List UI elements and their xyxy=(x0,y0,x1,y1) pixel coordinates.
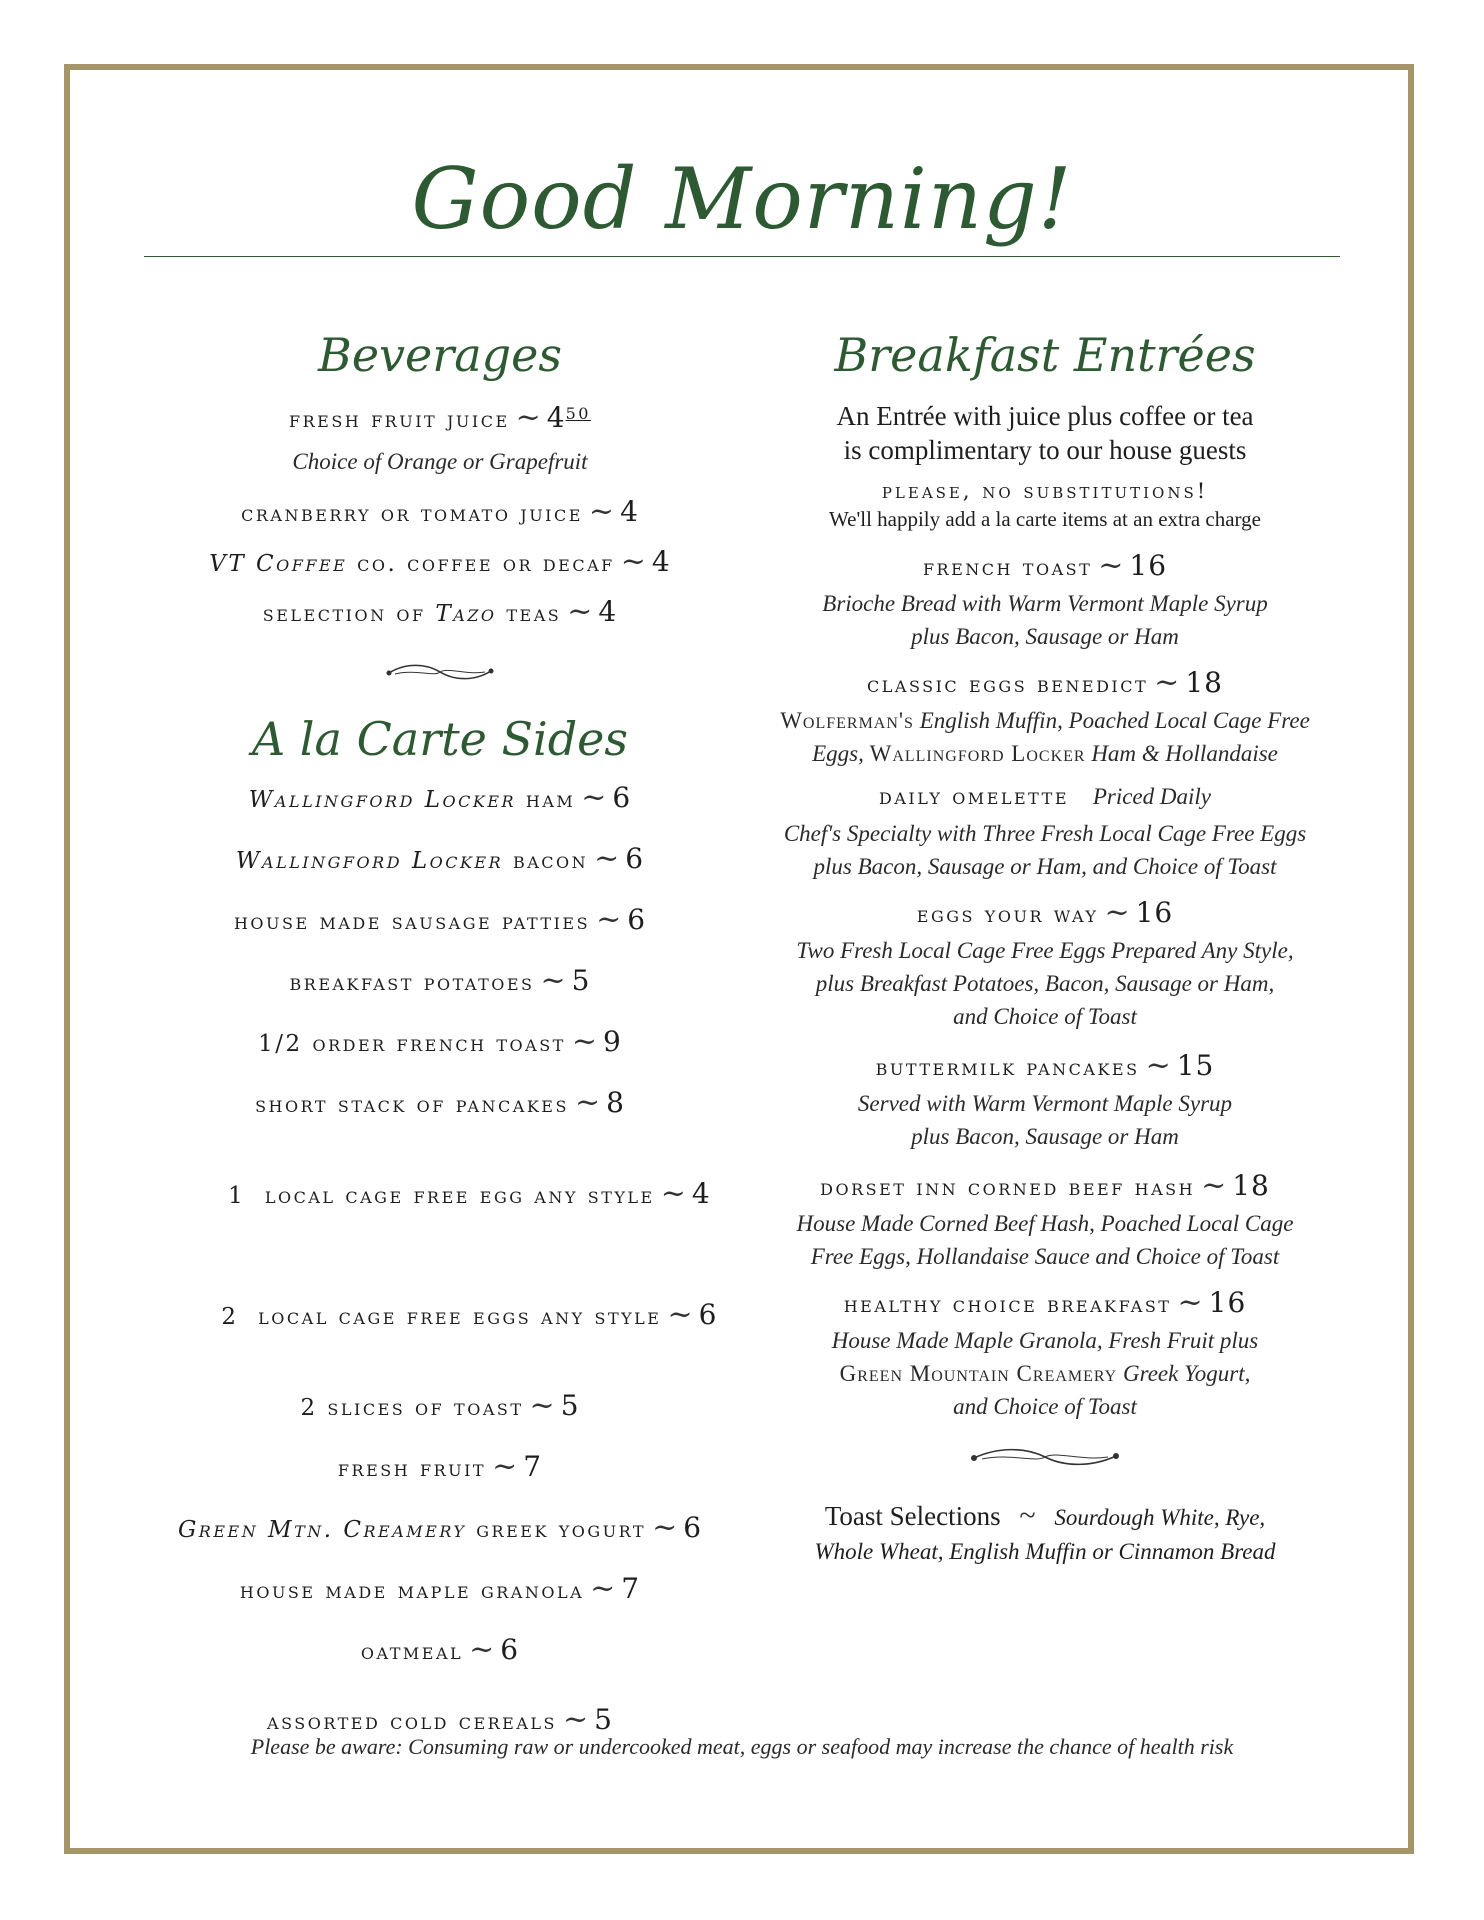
item-price: 4 xyxy=(651,545,671,578)
item-name: house made maple granola xyxy=(239,1578,585,1604)
tilde-separator: ~ xyxy=(581,780,607,815)
sides-list xyxy=(120,780,760,1737)
item-price: 6 xyxy=(500,1633,520,1666)
item-name: healthy choice breakfast xyxy=(843,1292,1172,1318)
item-name: dorset inn corned beef hash xyxy=(820,1175,1196,1201)
tilde-separator: ~ xyxy=(529,1388,555,1423)
item-price: 6 xyxy=(683,1511,703,1544)
toast-selections-cont xyxy=(760,1534,1330,1568)
tilde-separator: ~ xyxy=(1154,665,1180,700)
item-price: 5 xyxy=(594,1703,613,1736)
item-brand: Tazo xyxy=(435,601,497,627)
item-description: Chef's Specialty with Three Fresh Local Cage Free Eggs xyxy=(783,821,1307,846)
item-description: Two Fresh Local Cage Free Eggs Prepared Any Style, xyxy=(796,938,1294,963)
menu-item xyxy=(120,1270,760,1362)
item-name: ham xyxy=(525,787,576,813)
tilde-separator: ~ xyxy=(660,1176,686,1211)
description-text: Greek Yogurt, xyxy=(1123,1361,1251,1386)
menu-item xyxy=(120,1702,760,1737)
tilde-separator: ~ xyxy=(588,494,615,529)
item-price: 4 xyxy=(546,401,566,434)
tilde-separator: ~ xyxy=(1104,895,1130,930)
intro-line: is complimentary to our house guests xyxy=(843,435,1247,465)
page-title: Good Morning! xyxy=(411,150,1073,248)
tilde-separator: ~ xyxy=(620,544,646,579)
menu-item xyxy=(120,963,760,998)
item-description: Free Eggs, Hollandaise Sauce and Choice of Toast xyxy=(810,1244,1280,1269)
tilde-separator: ~ xyxy=(469,1632,495,1667)
item-price: 18 xyxy=(1185,666,1223,699)
beverages-heading: Beverages xyxy=(318,328,562,382)
menu-item xyxy=(120,780,760,815)
description-text: Ham & Hollandaise xyxy=(1091,741,1278,766)
item-description: plus Bacon, Sausage or Ham, and Choice of Toast xyxy=(813,854,1277,879)
item-description xyxy=(760,704,1330,737)
item-brand: Wallingford Locker xyxy=(235,848,504,874)
item-price: 5 xyxy=(560,1389,580,1422)
menu-item xyxy=(120,494,760,529)
item-name: 1 local cage free egg any style xyxy=(228,1183,655,1209)
item-name: fresh fruit xyxy=(337,1456,487,1482)
left-column xyxy=(120,325,760,1737)
menu-item xyxy=(120,902,760,937)
item-name: co. coffee or decaf xyxy=(357,551,615,577)
sides-heading: A la Carte Sides xyxy=(251,712,629,766)
item-description xyxy=(760,1357,1330,1390)
item-name: eggs your way xyxy=(916,902,1099,928)
item-description: and Choice of Toast xyxy=(953,1394,1137,1419)
item-description: and Choice of Toast xyxy=(953,1004,1137,1029)
item-name: oatmeal xyxy=(360,1639,464,1665)
item-name: 2 local cage free eggs any style xyxy=(221,1304,662,1330)
description-text: Eggs, xyxy=(812,741,864,766)
item-description: Choice of Orange or Grapefruit xyxy=(292,449,588,474)
item-name-prefix: selection of xyxy=(262,601,426,627)
intro-line: An Entrée with juice plus coffee or tea xyxy=(836,401,1254,431)
item-price: 16 xyxy=(1135,896,1174,929)
tilde-separator: ~ xyxy=(571,1024,597,1059)
item-price: 4 xyxy=(598,595,618,628)
menu-item xyxy=(120,594,760,629)
item-description: Served with Warm Vermont Maple Syrup xyxy=(857,1091,1233,1116)
no-substitutions-notice xyxy=(760,477,1330,505)
item-name: bacon xyxy=(512,848,589,874)
tilde-separator: ~ xyxy=(652,1510,678,1545)
tilde-separator: ~ xyxy=(667,1297,693,1332)
description-text: English Muffin, Poached Local Cage Free xyxy=(919,708,1310,733)
item-price-text: Priced Daily xyxy=(1092,784,1211,809)
brand-name: Wolferman's xyxy=(780,708,914,733)
item-name: french toast xyxy=(922,555,1093,581)
item-price: 6 xyxy=(625,842,645,875)
item-price: 7 xyxy=(523,1450,543,1483)
item-name: house made sausage patties xyxy=(233,909,591,935)
item-name: buttermilk pancakes xyxy=(875,1055,1140,1081)
tilde-separator: ~ xyxy=(492,1449,518,1484)
flourish-ornament xyxy=(970,1445,1120,1469)
item-description: plus Breakfast Potatoes, Bacon, Sausage or Ham, xyxy=(815,971,1275,996)
item-price: 6 xyxy=(627,903,647,936)
item-price: 5 xyxy=(571,964,591,997)
menu-item xyxy=(760,895,1330,930)
notice-text: please, no substitutions! xyxy=(881,479,1209,503)
tilde-separator: ~ xyxy=(574,1085,601,1120)
item-description: House Made Corned Beef Hash, Poached Local Cage xyxy=(796,1211,1294,1236)
item-name: teas xyxy=(506,601,562,627)
item-description: plus Bacon, Sausage or Ham xyxy=(911,624,1179,649)
item-brand: VT Coffee xyxy=(209,551,348,577)
item-description xyxy=(760,737,1330,770)
item-name: 2 slices of toast xyxy=(300,1395,524,1421)
tilde-separator: ~ xyxy=(590,1571,616,1606)
item-name: assorted cold cereals xyxy=(267,1709,557,1735)
brand-name: Wallingford Locker xyxy=(869,741,1086,766)
tilde-separator: ~ xyxy=(540,963,566,998)
tilde-separator: ~ xyxy=(1201,1168,1227,1203)
item-price: 4 xyxy=(620,495,639,528)
item-price: 16 xyxy=(1208,1286,1247,1319)
tilde-separator: ~ xyxy=(567,594,593,629)
item-brand: Wallingford Locker xyxy=(248,787,517,813)
menu-item xyxy=(760,548,1330,583)
flourish-ornament xyxy=(385,661,495,683)
menu-item xyxy=(120,841,760,876)
item-name: cranberry or tomato juice xyxy=(241,501,583,527)
menu-item xyxy=(760,665,1330,700)
health-disclaimer: Please be aware: Consuming raw or undercooked meat, eggs or seafood may increase the chance of health risk xyxy=(250,1734,1234,1759)
item-name: short stack of pancakes xyxy=(255,1092,569,1118)
item-price: 18 xyxy=(1232,1169,1270,1202)
item-description: House Made Maple Granola, Fresh Fruit plus xyxy=(831,1328,1259,1353)
toast-label: Toast Selections xyxy=(824,1501,1001,1531)
toast-options: Whole Wheat, English Muffin or Cinnamon Bread xyxy=(814,1539,1276,1564)
menu-item xyxy=(120,1024,760,1059)
item-name: 1/2 order french toast xyxy=(258,1031,566,1057)
menu-item xyxy=(120,1510,760,1545)
tilde-separator: ~ xyxy=(1019,1499,1036,1532)
item-price: 16 xyxy=(1129,549,1168,582)
tilde-separator: ~ xyxy=(1098,548,1124,583)
menu-item xyxy=(120,399,760,435)
title-divider xyxy=(144,256,1340,257)
item-description: plus Bacon, Sausage or Ham xyxy=(911,1124,1179,1149)
item-description: Brioche Bread with Warm Vermont Maple Syrup xyxy=(822,591,1268,616)
item-brand: Green Mtn. Creamery xyxy=(177,1517,467,1543)
tilde-separator: ~ xyxy=(563,1702,589,1737)
item-price: 7 xyxy=(621,1572,641,1605)
menu-item xyxy=(120,1149,760,1241)
toast-options: Sourdough White, Rye, xyxy=(1054,1505,1266,1530)
item-price: 4 xyxy=(691,1177,711,1210)
item-price: 15 xyxy=(1176,1049,1215,1082)
menu-item xyxy=(120,1388,760,1423)
item-price: 9 xyxy=(602,1025,622,1058)
menu-item xyxy=(760,1168,1330,1203)
item-price: 6 xyxy=(612,781,632,814)
tilde-separator: ~ xyxy=(515,400,541,435)
menu-item xyxy=(760,780,1330,813)
menu-item xyxy=(120,1085,760,1120)
a-la-carte-note: We'll happily add a la carte items at an extra charge xyxy=(828,507,1261,531)
menu-item xyxy=(760,1048,1330,1083)
entrees-heading: Breakfast Entrées xyxy=(834,328,1256,382)
menu-item xyxy=(760,1285,1330,1320)
item-name: greek yogurt xyxy=(476,1517,647,1543)
menu-item xyxy=(120,1632,760,1667)
item-name: fresh fruit juice xyxy=(289,407,510,433)
item-name: classic eggs benedict xyxy=(867,672,1149,698)
item-price-cents: 50 xyxy=(565,404,591,423)
brand-name: Green Mountain Creamery xyxy=(839,1361,1118,1386)
tilde-separator: ~ xyxy=(1145,1048,1171,1083)
menu-item xyxy=(120,1449,760,1484)
toast-selections xyxy=(760,1499,1330,1534)
tilde-separator: ~ xyxy=(594,841,620,876)
tilde-separator: ~ xyxy=(1177,1285,1203,1320)
right-column xyxy=(760,325,1330,1568)
item-price: 8 xyxy=(606,1086,625,1119)
tilde-separator: ~ xyxy=(596,902,622,937)
menu-item xyxy=(120,1571,760,1606)
item-name: breakfast potatoes xyxy=(289,970,535,996)
menu-item xyxy=(120,544,760,579)
item-price: 6 xyxy=(698,1298,718,1331)
item-name: daily omelette xyxy=(879,784,1069,810)
